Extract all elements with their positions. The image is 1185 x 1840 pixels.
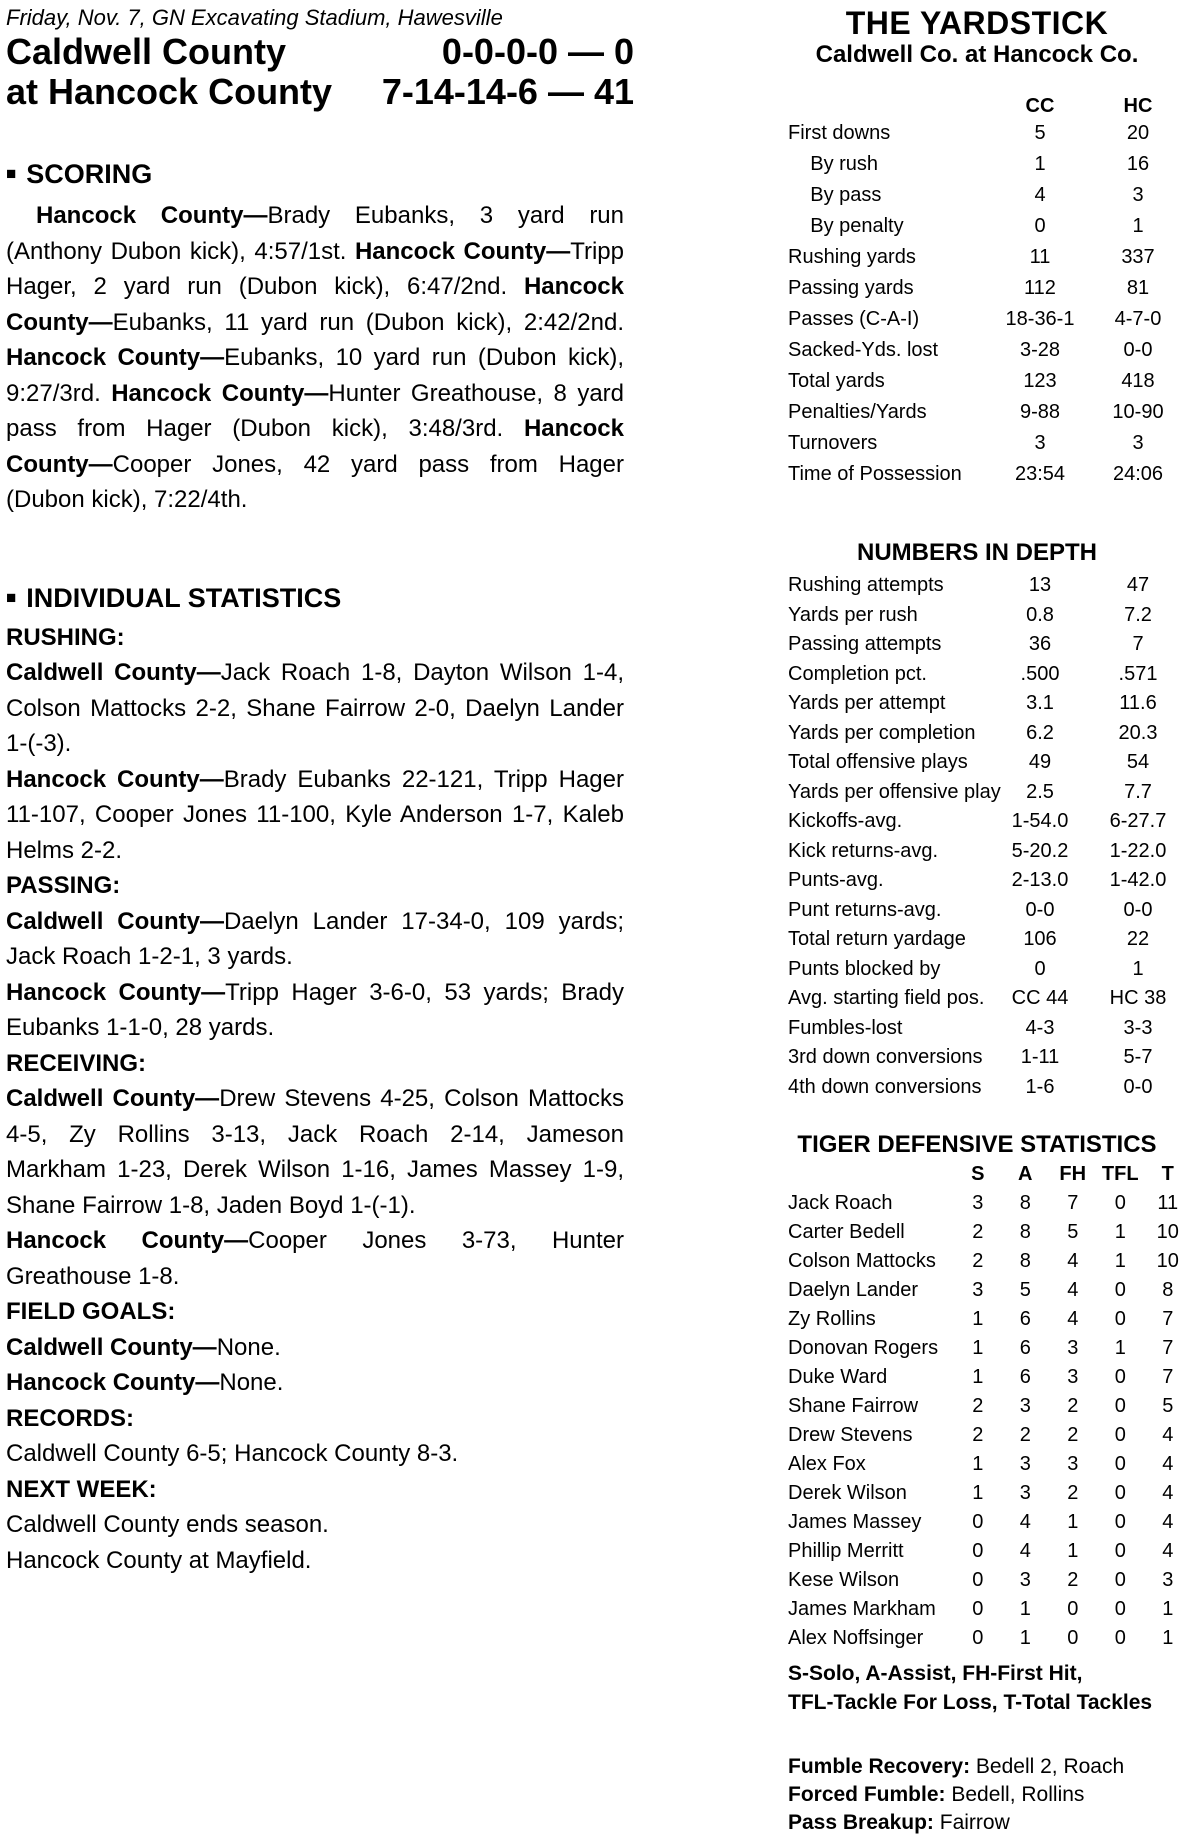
first-hit-value: 2 [1067,1395,1079,1417]
hancock-value: 1 [1132,957,1144,980]
first-hit-value: 3 [1067,1366,1079,1388]
caldwell-value: 0 [1034,957,1046,980]
numbers-in-depth-title: NUMBERS IN DEPTH [856,539,1097,566]
caldwell-value: 1-6 [1025,1075,1055,1098]
receiving-hancock: Hancock County—Cooper Jones 3-73, Hunter Greathouse 1-8. [6,1227,624,1290]
assist-value: 5 [1019,1279,1031,1301]
caldwell-column-header: CC [1025,95,1055,117]
stat-label: Fumbles-lost [788,1016,903,1039]
solo-value: 2 [972,1395,984,1417]
defense-row [786,1305,1185,1334]
caldwell-value: .500 [1020,662,1060,685]
tfl-value: 0 [1114,1395,1126,1417]
numbers-in-depth-row [786,837,1168,867]
yardstick-column [786,0,1185,1837]
tfl-value: 0 [1114,1569,1126,1591]
total-value: 1 [1162,1598,1174,1620]
tfl-value: 0 [1114,1511,1126,1533]
stat-label: By rush [788,153,879,175]
stat-label: Passing yards [788,277,914,299]
stat-label: 3rd down conversions [788,1046,983,1068]
defense-row [786,1595,1185,1624]
caldwell-value: 5-20.2 [1011,839,1069,862]
assist-value: 3 [1019,1395,1031,1417]
tfl-value: 1 [1114,1221,1126,1243]
assist-value: 8 [1019,1250,1031,1272]
hancock-value: 0-0 [1123,1075,1153,1098]
defense-column-headers [786,1160,1185,1189]
first-hit-value: 4 [1067,1308,1079,1330]
first-hit-value: 4 [1067,1250,1079,1272]
tfl-value: 0 [1114,1482,1126,1504]
first-hit-value: 2 [1067,1482,1079,1504]
yardstick-row [786,211,1168,242]
assist-value: 2 [1019,1424,1031,1446]
solo-value: 0 [972,1540,984,1562]
player-name: Drew Stevens [788,1424,913,1446]
hancock-value: 5-7 [1123,1046,1153,1068]
rushing-caldwell: Caldwell County—Jack Roach 1-8, Dayton Wilson 1-4, Colson Mattocks 2-2, Shane Fairrow 2-0, Daelyn Lander 1-(-3). [6,659,624,757]
caldwell-value: 3 [1034,432,1046,454]
caldwell-value: 1-54.0 [1011,810,1069,832]
numbers-in-depth-row [786,984,1168,1014]
stat-label: Penalties/Yards [788,401,927,423]
defense-row [786,1450,1185,1479]
solo-value: 0 [972,1627,984,1649]
defense-row [786,1363,1185,1392]
stat-label: Kick returns-avg. [788,839,939,862]
hancock-value: 6-27.7 [1109,810,1167,832]
defense-row [786,1537,1185,1566]
total-value: 4 [1162,1453,1174,1475]
stat-label: Time of Possession [788,463,962,485]
tfl-value: 1 [1114,1337,1126,1359]
stat-label: Punt returns-avg. [788,898,942,921]
caldwell-value: 36 [1028,633,1052,655]
caldwell-value: 1 [1034,153,1046,175]
solo-value: 0 [972,1598,984,1620]
stat-label: Kickoffs-avg. [788,810,903,832]
player-name: Alex Fox [788,1453,866,1475]
numbers-in-depth-row [786,1014,1168,1044]
caldwell-value: 13 [1028,574,1052,596]
home-score-row [6,72,634,112]
hancock-value: 11.6 [1119,692,1157,714]
caldwell-value: 4 [1034,184,1046,206]
defense-row [786,1421,1185,1450]
passing-caldwell: Caldwell County—Daelyn Lander 17-34-0, 109 yards; Jack Roach 1-2-1, 3 yards. [6,907,624,970]
total-value: 4 [1162,1424,1174,1446]
tfl-column-header: TFL [1101,1163,1139,1185]
caldwell-value: 18-36-1 [1005,308,1075,330]
square-bullet-icon: ■ [6,164,17,183]
field-goals-heading: FIELD GOALS: [6,1298,176,1325]
player-name: Colson Mattocks [788,1250,936,1272]
first-hit-value: 3 [1067,1337,1079,1359]
caldwell-value: 112 [1024,277,1056,299]
player-name: Donovan Rogers [788,1337,939,1359]
tfl-value: 0 [1114,1453,1126,1475]
hancock-value: 1-42.0 [1109,869,1167,891]
solo-value: 0 [972,1569,984,1591]
yardstick-row [786,428,1168,459]
hancock-value: 0-0 [1123,898,1153,921]
passing-heading: PASSING: [6,872,121,899]
next-week-caldwell: Caldwell County ends season. [6,1511,329,1538]
first-hit-value: 1 [1067,1511,1079,1533]
assist-value: 8 [1019,1221,1031,1243]
numbers-in-depth-row [786,719,1168,749]
stat-label: Total return yardage [788,928,966,950]
solo-value: 3 [972,1192,984,1214]
caldwell-value: 0 [1034,215,1046,237]
assist-value: 6 [1019,1308,1031,1330]
tfl-value: 0 [1114,1366,1126,1388]
square-bullet-icon: ■ [6,587,17,607]
defense-legend-line-1: S-Solo, A-Assist, FH-First Hit, [788,1662,1083,1685]
defense-row [786,1334,1185,1363]
rushing-hancock: Hancock County—Brady Eubanks 22-121, Tripp Hager 11-107, Cooper Jones 11-100, Kyle Anderson 1-7, Kaleb Helms 2-2. [6,765,624,864]
hancock-value: 0-0 [1123,339,1153,361]
hancock-value: 81 [1126,277,1150,299]
hancock-value: 418 [1121,370,1155,392]
scoring-section-header [6,158,626,190]
receiving-caldwell: Caldwell County—Drew Stevens 4-25, Colson Mattocks 4-5, Zy Rollins 3-13, Jack Roach 2-14, Jameson Markham 1-23, Derek Wilson 1-16, James Massey 1-9, Shane Fairrow 1-8, Jaden Boyd 1-(-1). [6,1085,625,1219]
defense-name-header-spacer [786,1160,954,1189]
solo-value: 2 [972,1221,984,1243]
first-hit-value: 1 [1067,1540,1079,1562]
assist-value: 6 [1019,1337,1031,1359]
visitor-team-name: Caldwell County [6,31,287,72]
assist-value: 1 [1019,1627,1031,1649]
caldwell-value: 23:54 [1014,463,1066,485]
numbers-in-depth-row [786,1073,1168,1103]
total-column-header: T [1161,1163,1174,1185]
home-team-name: at Hancock County [6,71,333,112]
hancock-value: 24:06 [1112,463,1164,485]
defense-table [786,1189,1185,1653]
stat-label: Passing attempts [788,633,942,655]
hancock-value: 22 [1126,928,1150,950]
solo-value: 1 [972,1337,984,1359]
fumble-recovery-note: Fumble Recovery: Bedell 2, Roach [788,1755,1125,1778]
assist-value: 8 [1019,1192,1031,1214]
hancock-column-header: HC [1123,95,1153,117]
hancock-value: 7.2 [1124,603,1152,626]
numbers-in-depth-row [786,925,1168,955]
field-goals-caldwell: Caldwell County—None. [6,1333,281,1361]
yardstick-column-headers [786,94,1168,118]
assist-value: 6 [1019,1366,1031,1388]
yardstick-row [786,397,1168,428]
yardstick-table [786,118,1185,490]
assist-value: 4 [1019,1540,1031,1562]
player-name: Jack Roach [788,1192,893,1214]
hancock-value: .571 [1118,662,1158,685]
receiving-heading: RECEIVING: [6,1049,147,1077]
first-hit-value: 7 [1067,1192,1079,1214]
rushing-heading: RUSHING: [6,623,125,651]
solo-value: 1 [972,1366,984,1388]
yardstick-row [786,118,1168,149]
stat-label: 4th down conversions [788,1075,982,1098]
player-name: Alex Noffsinger [788,1627,924,1649]
defense-table-title: TIGER DEFENSIVE STATISTICS [797,1131,1157,1158]
player-name: James Massey [788,1511,922,1533]
defense-row [786,1508,1185,1537]
total-value: 7 [1162,1366,1174,1388]
stat-label: By penalty [788,215,904,237]
tfl-value: 0 [1114,1540,1126,1562]
tfl-value: 0 [1114,1279,1126,1301]
yardstick-row [786,149,1168,180]
caldwell-value: 3.1 [1026,692,1054,714]
stat-label: Rushing attempts [788,574,944,596]
records-heading: RECORDS: [6,1404,135,1432]
yardstick-row [786,273,1168,304]
numbers-in-depth-row [786,571,1168,601]
caldwell-value: 4-3 [1025,1016,1055,1039]
first-hit-value: 0 [1067,1598,1079,1620]
total-value: 4 [1162,1540,1174,1562]
solo-value: 3 [972,1279,984,1301]
numbers-in-depth-row [786,689,1168,719]
numbers-in-depth-row [786,866,1168,896]
total-value: 10 [1156,1221,1179,1243]
total-value: 3 [1162,1569,1174,1591]
numbers-in-depth-row [786,660,1168,690]
passing-hancock: Hancock County—Tripp Hager 3-6-0, 53 yards; Brady Eubanks 1-1-0, 28 yards. [6,978,624,1041]
player-name: Shane Fairrow [788,1395,919,1417]
solo-value: 0 [972,1511,984,1533]
player-name: Carter Bedell [788,1221,905,1243]
yardstick-row [786,242,1168,273]
numbers-in-depth-row [786,630,1168,660]
defense-legend-line-2: TFL-Tackle For Loss, T-Total Tackles [788,1691,1153,1714]
numbers-in-depth-row [786,1043,1168,1073]
scoring-title: SCORING [26,159,153,189]
stat-label: Completion pct. [788,662,927,685]
numbers-in-depth-row [786,778,1168,808]
tfl-value: 1 [1114,1250,1126,1272]
solo-value: 1 [972,1482,984,1504]
hancock-value: 20.3 [1118,721,1158,744]
caldwell-value: 5 [1034,122,1046,144]
solo-column-header: S [971,1163,985,1185]
first-hit-value: 2 [1067,1424,1079,1446]
player-name: Daelyn Lander [788,1279,919,1301]
yardstick-subtitle: Caldwell Co. at Hancock Co. [815,41,1139,68]
stat-label: Total offensive plays [788,751,968,773]
solo-value: 1 [972,1308,984,1330]
caldwell-value: 1-11 [1020,1046,1060,1068]
caldwell-value: 106 [1023,928,1057,950]
caldwell-value: 0-0 [1025,898,1055,921]
caldwell-value: 2.5 [1026,780,1054,803]
individual-stats-section-header [6,582,626,614]
total-value: 5 [1162,1395,1174,1417]
first-hit-value: 5 [1067,1221,1079,1243]
turnover-notes [786,1753,1185,1837]
stat-label: Yards per rush [788,603,918,626]
hancock-value: 10-90 [1112,401,1164,423]
first-hit-value: 3 [1067,1453,1079,1475]
solo-value: 2 [972,1250,984,1272]
hancock-value: 20 [1126,122,1150,144]
caldwell-value: 0.8 [1026,603,1054,626]
total-value: 4 [1162,1511,1174,1533]
assist-value: 1 [1019,1598,1031,1620]
tfl-value: 0 [1114,1627,1126,1649]
yardstick-row [786,304,1168,335]
hancock-value: 47 [1126,574,1150,596]
individual-stats-body [6,620,626,1579]
stat-label: Yards per offensive play [788,780,1001,803]
numbers-in-depth-row [786,807,1168,837]
stat-label: Yards per completion [788,721,976,744]
next-week-hancock: Hancock County at Mayfield. [6,1546,312,1574]
caldwell-value: 11 [1029,246,1051,268]
yardstick-row [786,335,1168,366]
yardstick-row [786,180,1168,211]
assist-value: 4 [1019,1511,1031,1533]
solo-value: 2 [972,1424,984,1446]
player-name: Duke Ward [788,1366,888,1388]
first-hit-column-header: FH [1059,1163,1087,1185]
first-hit-value: 0 [1067,1627,1079,1649]
stat-label: Passes (C-A-I) [788,308,920,330]
assist-column-header: A [1018,1163,1033,1185]
defense-row [786,1218,1185,1247]
yardstick-row [786,459,1168,490]
assist-value: 3 [1019,1453,1031,1475]
assist-value: 3 [1019,1569,1031,1591]
stat-label: Rushing yards [788,246,916,268]
hancock-value: 7.7 [1124,780,1152,803]
dateline: Friday, Nov. 7, GN Excavating Stadium, Hawesville [6,5,503,30]
hancock-value: 1 [1132,215,1144,237]
player-name: James Markham [788,1598,936,1620]
numbers-in-depth-row [786,896,1168,926]
defense-legend [786,1659,1185,1717]
next-week-heading: NEXT WEEK: [6,1475,157,1503]
stat-label: Total yards [788,370,885,392]
caldwell-value: 6.2 [1026,721,1054,744]
yardstick-title: THE YARDSTICK [845,5,1109,41]
player-name: Zy Rollins [788,1308,876,1330]
numbers-in-depth-row [786,601,1168,631]
hancock-value: HC 38 [1109,987,1167,1009]
home-score-by-quarter: 7-14-14-6 — 41 [381,71,634,112]
hancock-value: 337 [1121,246,1155,268]
total-value: 7 [1162,1308,1174,1330]
tfl-value: 0 [1114,1192,1126,1214]
numbers-in-depth-row [786,748,1168,778]
visitor-score-row [6,32,634,72]
defense-row [786,1392,1185,1421]
assist-value: 3 [1019,1482,1031,1504]
numbers-in-depth-row [786,955,1168,985]
stat-label: Sacked-Yds. lost [788,339,939,361]
forced-fumble-note: Forced Fumble: Bedell, Rollins [788,1783,1085,1806]
hancock-value: 3 [1132,432,1144,454]
hancock-value: 7 [1132,633,1144,655]
defense-row [786,1276,1185,1305]
first-hit-value: 4 [1067,1279,1079,1301]
numbers-in-depth-table [786,571,1185,1102]
tfl-value: 0 [1114,1424,1126,1446]
stat-label: Punts blocked by [788,957,941,980]
first-hit-value: 2 [1067,1569,1079,1591]
total-value: 11 [1157,1192,1179,1214]
hancock-value: 4-7-0 [1114,308,1162,330]
defense-row [786,1624,1185,1653]
stat-label: Turnovers [788,432,878,454]
stat-label: First downs [788,122,891,144]
caldwell-value: CC 44 [1011,987,1069,1009]
defense-row [786,1566,1185,1595]
total-value: 1 [1162,1627,1174,1649]
individual-stats-title: INDIVIDUAL STATISTICS [26,582,342,613]
game-summary-column [6,4,634,1578]
tfl-value: 0 [1114,1308,1126,1330]
total-value: 7 [1162,1337,1174,1359]
player-name: Phillip Merritt [788,1540,904,1562]
caldwell-value: 2-13.0 [1011,869,1069,891]
total-value: 4 [1162,1482,1174,1504]
visitor-score-by-quarter: 0-0-0-0 — 0 [441,31,634,72]
defense-row [786,1479,1185,1508]
stat-label: By pass [788,184,882,206]
player-name: Derek Wilson [788,1482,907,1504]
hancock-value: 1-22.0 [1109,839,1167,862]
defense-row [786,1189,1185,1218]
stat-label: Avg. starting field pos. [788,987,985,1009]
caldwell-value: 9-88 [1019,401,1061,423]
stat-label: Punts-avg. [788,869,884,891]
tfl-value: 0 [1114,1598,1126,1620]
hancock-value: 3 [1132,184,1144,206]
records-line: Caldwell County 6-5; Hancock County 8-3. [6,1440,459,1467]
caldwell-value: 49 [1028,751,1052,773]
solo-value: 1 [972,1453,984,1475]
caldwell-value: 3-28 [1019,339,1061,361]
defense-row [786,1247,1185,1276]
hancock-value: 3-3 [1123,1016,1153,1039]
total-value: 10 [1156,1250,1179,1272]
total-value: 8 [1162,1279,1174,1301]
field-goals-hancock: Hancock County—None. [6,1369,284,1396]
yardstick-row [786,366,1168,397]
hancock-value: 16 [1126,153,1150,175]
stat-label: Yards per attempt [788,692,946,714]
caldwell-value: 123 [1023,370,1057,392]
scoring-summary-paragraph: Hancock County—Brady Eubanks, 3 yard run (Anthony Dubon kick), 4:57/1st. Hancock County—Tripp Hager, 2 yard run (Dubon kick), 6:47/2nd. Hancock County—Eubanks, 11 yard run (Dubon kick), 2:42/2nd. Hancock County—Eubanks, 10 yard run (Dubon kick), 9:27/3rd. Hancock County—Hunter Greathouse, 8 yard pass from Hager (Dubon kick), 3:48/3rd. Hancock County—Cooper Jones, 42 yard pass from Hager (Dubon kick), 7:22/4th. [6,202,624,513]
hancock-value: 54 [1126,751,1150,773]
pass-breakup-note: Pass Breakup: Fairrow [788,1811,1010,1834]
player-name: Kese Wilson [788,1569,900,1591]
